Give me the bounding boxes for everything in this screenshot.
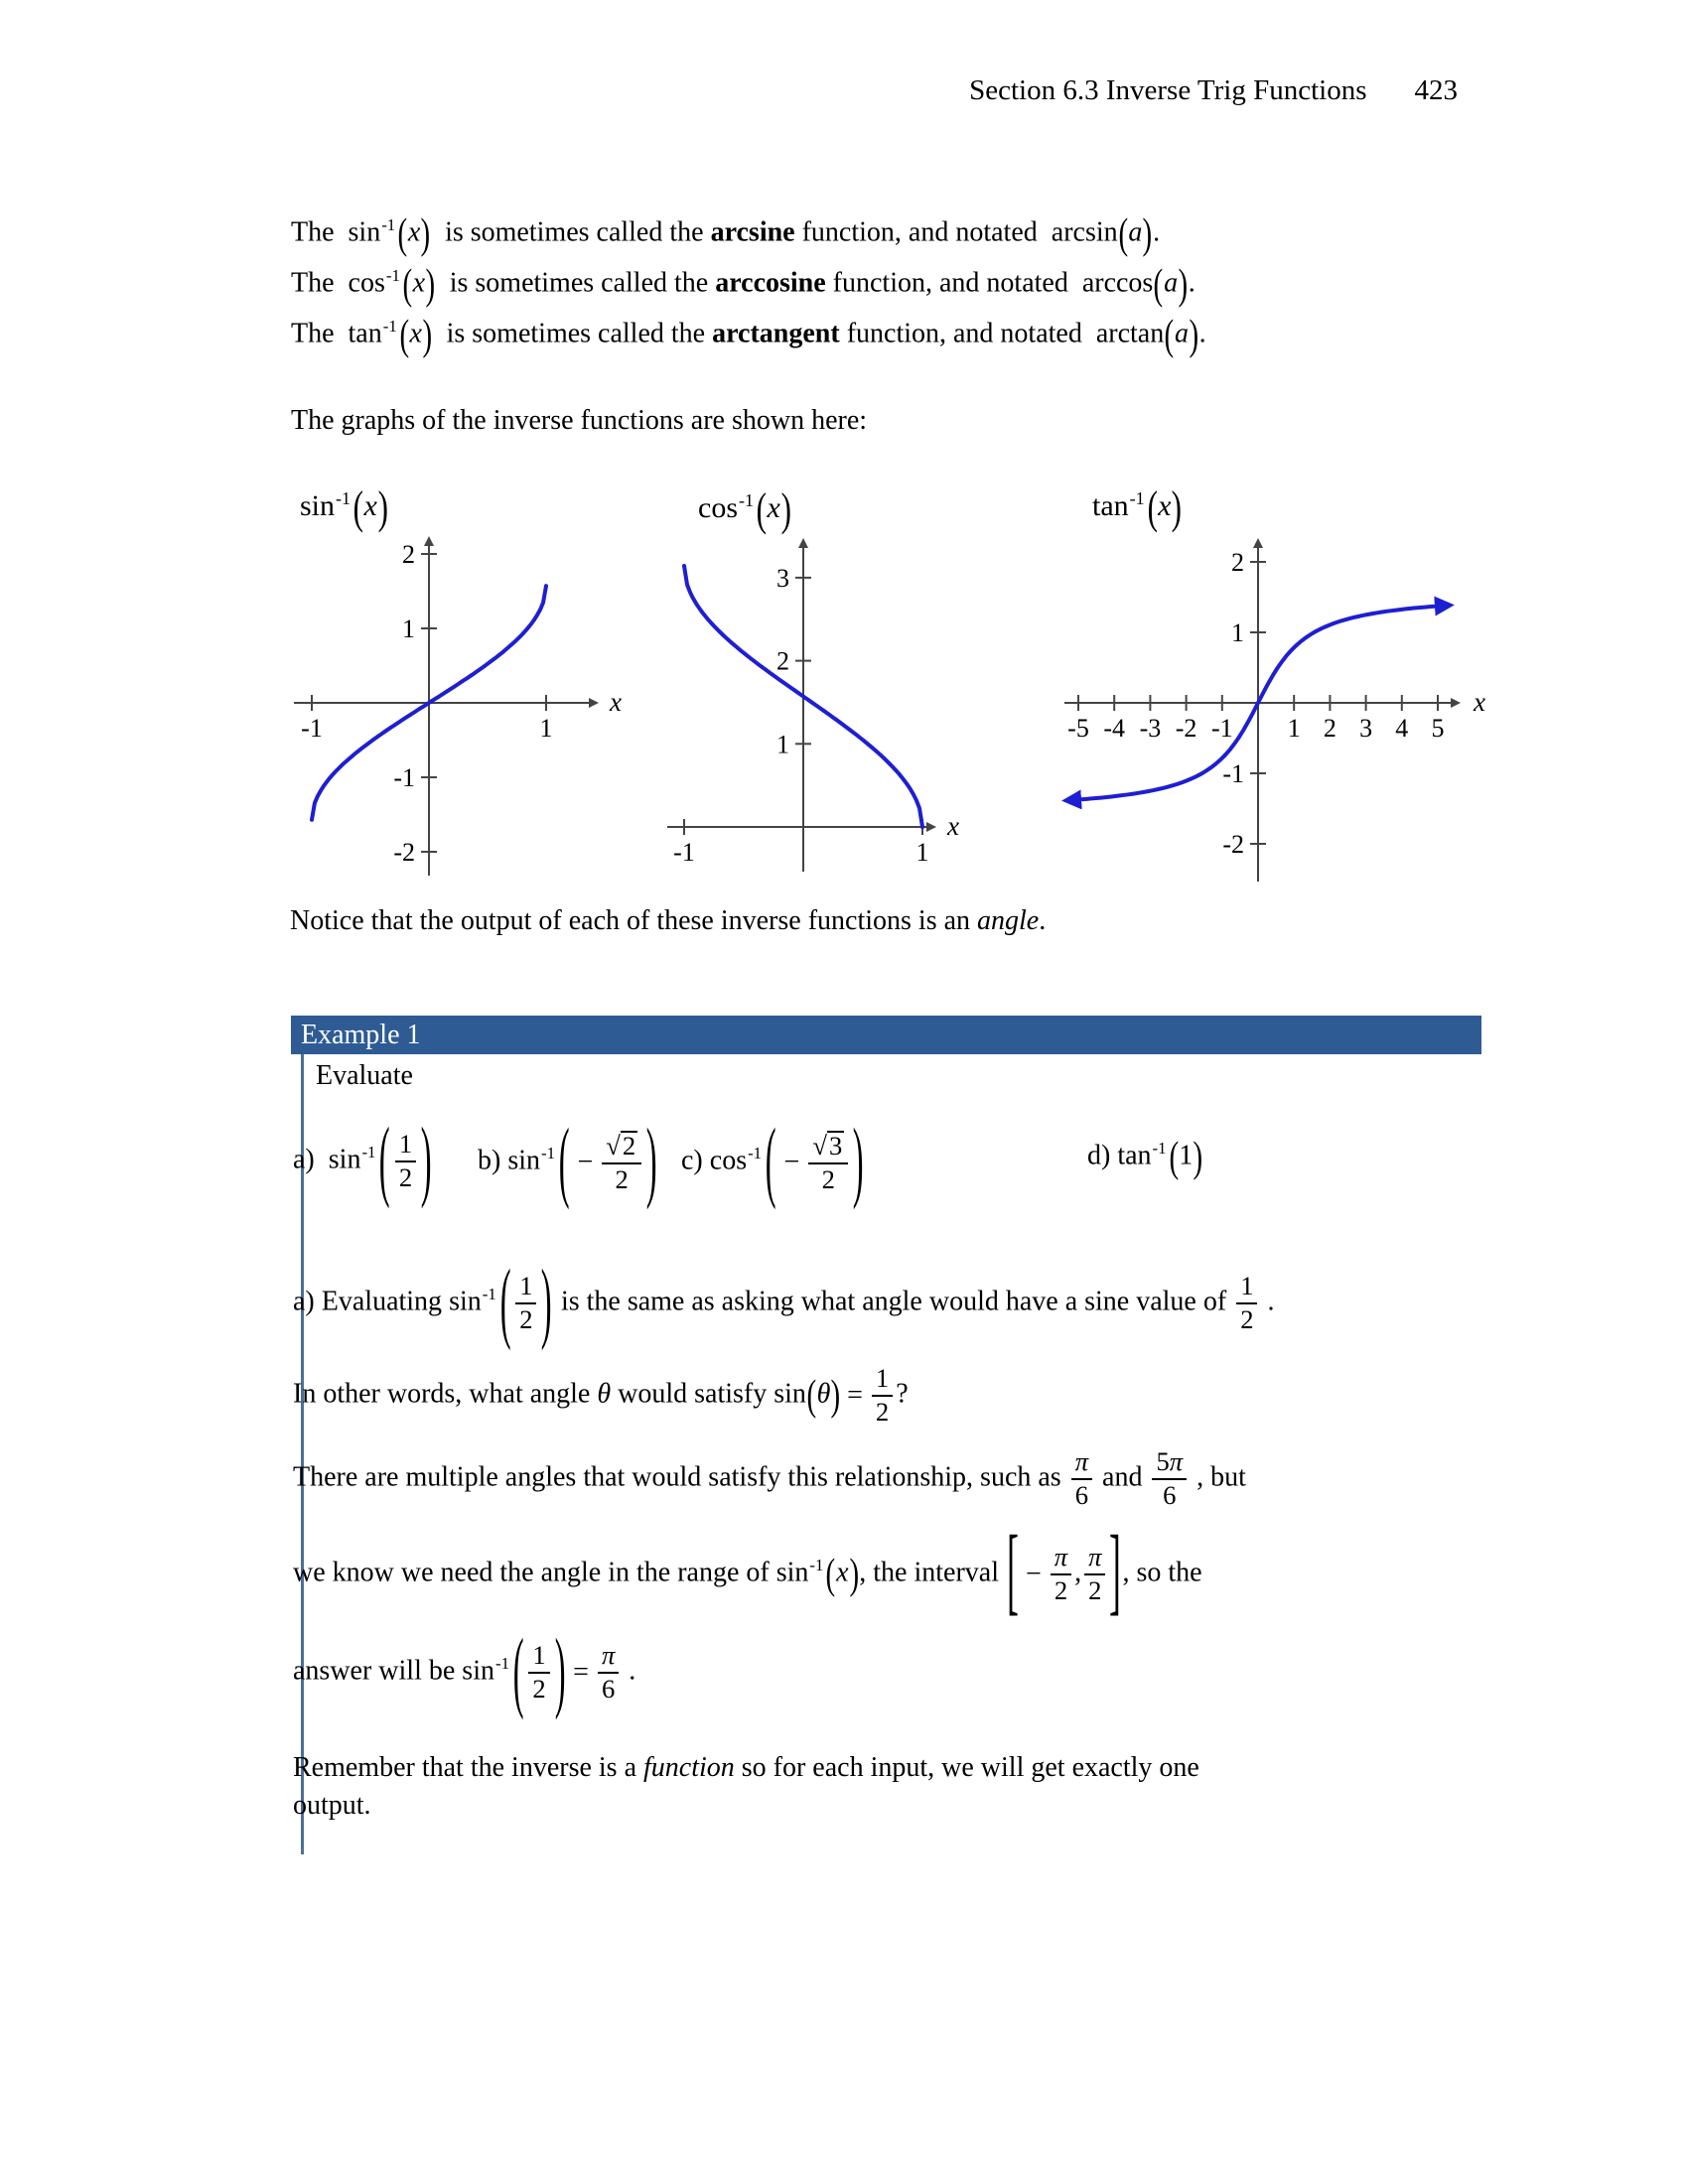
close-paren: ) xyxy=(849,1549,859,1598)
y-tick-label: 1 xyxy=(402,614,415,643)
close-paren: ) xyxy=(780,483,791,536)
close-paren: ) xyxy=(554,1621,566,1722)
y-tick-label: 2 xyxy=(1231,548,1244,577)
open-paren: ( xyxy=(756,483,767,536)
x-tick-label: 1 xyxy=(1287,714,1301,743)
close-paren: ) xyxy=(420,1110,432,1211)
graph-title-arccos: $\cos^{-1}(x)$ xyxy=(698,483,791,536)
x-axis-label: x xyxy=(947,811,959,841)
x-tick-label: -4 xyxy=(1103,714,1126,743)
expression-c: c) $\cos^{-1}$( − $\frac{√3}{2}$ ) xyxy=(681,1111,864,1212)
solution-line-4: we know we need the angle in the range of $\sin^{-1}(x)$, the interval [ − $\frac{\pi}{2}$ , $\frac{\pi}{2}$ ], so the xyxy=(293,1518,1202,1626)
remember-line-2: output. xyxy=(293,1790,371,1821)
function-curve xyxy=(1067,606,1449,801)
expression-a: a) $\sin^{-1}$( $\frac{1}{2}$ ) xyxy=(293,1110,432,1211)
solution-line-2: In other words, what angle θ would satisfy sin(θ) = $\frac{1}{2}$ ? xyxy=(293,1363,909,1427)
graph-title-arctan: $\tan^{-1}(x)$ xyxy=(1092,481,1183,534)
x-tick-label: -1 xyxy=(673,838,695,867)
section-title: Section 6.3 Inverse Trig Functions xyxy=(969,74,1367,106)
x-tick-label: -3 xyxy=(1139,714,1162,743)
y-tick-label: 1 xyxy=(776,730,789,759)
remember-line-1: Remember that the inverse is a function so for each input, we will get exactly one xyxy=(293,1752,1199,1783)
close-paren: ) xyxy=(422,310,433,359)
intro-line-arcsine: The $\sin^{-1}(x)$ is sometimes called the arcsine function, and notated arcsin(a). xyxy=(291,208,1161,258)
x-tick-label: -5 xyxy=(1067,714,1089,743)
close-bracket: ] xyxy=(1109,1518,1122,1626)
graphs-intro-text: The graphs of the inverse functions are shown here: xyxy=(291,405,868,436)
graph-title-arcsin: $\sin^{-1}(x)$ xyxy=(300,481,388,534)
solution-line-1: a) Evaluating $\sin^{-1}$( $\frac{1}{2}$ ) is the same as asking what angle would have a sine value of $\frac{1}{2}$ . xyxy=(293,1252,1275,1353)
y-tick-label: 2 xyxy=(402,540,415,569)
notice-text: Notice that the output of each of these inverse functions is an angle. xyxy=(290,905,1047,936)
open-paren: ( xyxy=(499,1252,511,1353)
open-paren: ( xyxy=(397,208,408,258)
function-curve xyxy=(684,563,922,827)
x-tick-label: 2 xyxy=(1323,714,1336,743)
open-paren: ( xyxy=(379,1110,391,1211)
close-paren: ) xyxy=(853,1111,864,1212)
solution-line-3: There are multiple angles that would satisfy this relationship, such as $\frac{\pi}{6}$ and $\frac{5\pi}{6}$ , but xyxy=(293,1446,1246,1510)
open-paren: ( xyxy=(765,1111,776,1212)
expression-b: b) $\sin^{-1}$( − $\frac{√2}{2}$ ) xyxy=(478,1111,657,1212)
inverse-sine-graph xyxy=(294,539,622,876)
y-tick-label: 1 xyxy=(1231,618,1244,647)
y-tick-label: -1 xyxy=(393,763,415,792)
function-curve xyxy=(312,586,546,820)
x-tick-label: 1 xyxy=(539,714,553,743)
x-tick-label: -2 xyxy=(1175,714,1197,743)
y-tick-label: -2 xyxy=(1222,830,1244,859)
x-tick-label: 3 xyxy=(1359,714,1373,743)
open-paren: ( xyxy=(825,1549,836,1598)
remember-paragraph xyxy=(293,1749,1199,1825)
y-tick-label: -2 xyxy=(393,838,415,867)
close-paren: ) xyxy=(830,1370,841,1420)
intro-line-arctangent: The $\tan^{-1}(x)$ is sometimes called the arctangent function, and notated arctan(a). xyxy=(291,310,1206,359)
open-paren: ( xyxy=(806,1370,817,1420)
y-tick-label: 3 xyxy=(776,563,789,593)
close-paren: ) xyxy=(1142,208,1153,258)
example-title: Example 1 xyxy=(301,1020,421,1050)
open-paren: ( xyxy=(1153,259,1164,309)
open-paren: ( xyxy=(1169,1132,1179,1181)
close-paren: ) xyxy=(420,208,431,258)
solution-line-5: answer will be $\sin^{-1}$( $\frac{1}{2}$ ) = $\frac{\pi}{6}$ . xyxy=(293,1621,636,1722)
page-header xyxy=(969,72,1458,108)
open-bracket: [ xyxy=(1007,1518,1019,1626)
close-paren: ) xyxy=(1178,259,1189,309)
close-paren: ) xyxy=(1172,481,1183,534)
close-paren: ) xyxy=(645,1111,657,1212)
open-paren: ( xyxy=(1164,310,1175,359)
close-paren: ) xyxy=(541,1252,553,1353)
close-paren: ) xyxy=(1193,1132,1203,1181)
open-paren: ( xyxy=(558,1111,570,1212)
evaluate-label: Evaluate xyxy=(316,1060,413,1091)
x-tick-label: 4 xyxy=(1395,714,1409,743)
close-paren: ) xyxy=(1189,310,1199,359)
x-axis-label: x xyxy=(610,687,622,717)
close-paren: ) xyxy=(377,481,388,534)
open-paren: ( xyxy=(399,310,409,359)
page-number: 423 xyxy=(1414,74,1458,106)
open-paren: ( xyxy=(402,259,413,309)
x-tick-label: 5 xyxy=(1431,714,1445,743)
intro-line-arccosine: The $\cos^{-1}(x)$ is sometimes called the arccosine function, and notated arccos(a). xyxy=(291,259,1196,309)
open-paren: ( xyxy=(1118,208,1128,258)
y-tick-label: -1 xyxy=(1222,759,1244,788)
x-tick-label: -1 xyxy=(1210,714,1233,743)
inverse-tangent-graph xyxy=(1064,541,1485,882)
inverse-cosine-graph xyxy=(667,541,959,872)
example-header-bar xyxy=(291,1016,1481,1054)
y-tick-label: 2 xyxy=(776,646,789,676)
expression-d: d) $\tan^{-1}(1)$ xyxy=(1087,1132,1203,1181)
x-tick-label: 1 xyxy=(915,838,929,867)
open-paren: ( xyxy=(512,1621,524,1722)
open-paren: ( xyxy=(1147,481,1158,534)
x-axis-label: x xyxy=(1474,687,1485,717)
x-tick-label: -1 xyxy=(301,714,323,743)
open-paren: ( xyxy=(352,481,363,534)
close-paren: ) xyxy=(425,259,436,309)
